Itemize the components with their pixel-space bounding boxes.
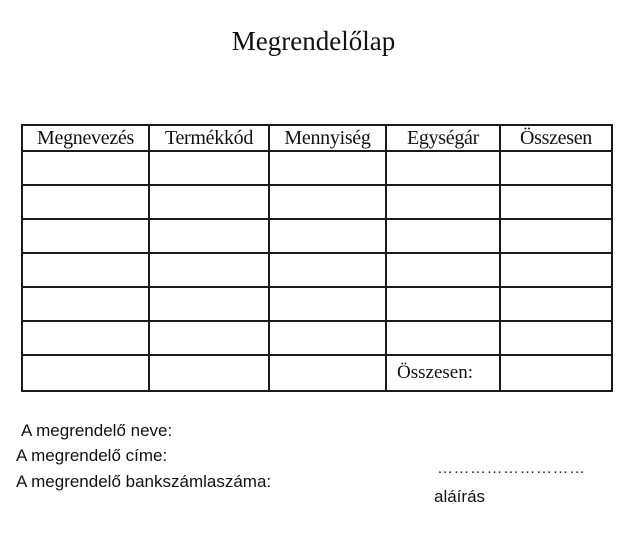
total-row (22, 355, 612, 391)
form-title: Megrendelőlap (231, 26, 396, 56)
table-row (22, 253, 612, 287)
table-cell[interactable] (500, 287, 612, 321)
table-cell[interactable] (149, 287, 269, 321)
table-cell[interactable] (269, 321, 386, 355)
table-row (22, 321, 612, 355)
table-cell[interactable] (149, 185, 269, 219)
table-cell[interactable] (22, 185, 149, 219)
customer-bank-account-label: A megrendelő bankszámlaszáma: (16, 472, 272, 491)
table-cell[interactable] (386, 321, 500, 355)
customer-address-label: A megrendelő címe: (16, 446, 168, 465)
table-row (22, 219, 612, 253)
table-cell[interactable] (149, 253, 269, 287)
column-header-total: Összesen (500, 125, 612, 151)
table-cell[interactable] (149, 355, 269, 391)
table-cell[interactable] (386, 185, 500, 219)
table-cell[interactable] (386, 219, 500, 253)
signature-line: ……………………… (437, 460, 586, 477)
table-cell[interactable] (269, 253, 386, 287)
table-cell[interactable] (386, 287, 500, 321)
table-cell[interactable] (149, 219, 269, 253)
column-header-quantity: Mennyiség (269, 125, 386, 151)
table-cell[interactable] (269, 151, 386, 185)
table-cell[interactable] (22, 219, 149, 253)
table-cell[interactable] (269, 355, 386, 391)
table-cell[interactable] (500, 321, 612, 355)
table-cell[interactable] (22, 287, 149, 321)
table-cell[interactable] (269, 287, 386, 321)
table-row (22, 287, 612, 321)
table-cell[interactable] (22, 355, 149, 391)
table-cell[interactable] (22, 253, 149, 287)
table-cell[interactable] (269, 185, 386, 219)
column-header-unit-price: Egységár (386, 125, 500, 151)
table-cell[interactable] (500, 219, 612, 253)
column-header-name: Megnevezés (22, 125, 149, 151)
table-cell[interactable] (500, 253, 612, 287)
table-cell[interactable] (149, 321, 269, 355)
table-cell[interactable] (22, 321, 149, 355)
table-cell[interactable] (269, 219, 386, 253)
column-header-product-code: Termékkód (149, 125, 269, 151)
table-cell[interactable] (500, 151, 612, 185)
total-value-cell[interactable] (500, 355, 612, 391)
table-cell[interactable] (386, 151, 500, 185)
customer-name-label: A megrendelő neve: (21, 421, 173, 440)
table-row (22, 185, 612, 219)
signature-label: aláírás (434, 487, 486, 506)
order-table (21, 124, 613, 392)
table-cell[interactable] (149, 151, 269, 185)
table-cell[interactable] (386, 253, 500, 287)
header-row (22, 125, 612, 151)
table-cell[interactable] (22, 151, 149, 185)
table-cell[interactable] (500, 185, 612, 219)
table-row (22, 151, 612, 185)
total-label: Összesen: (386, 355, 500, 391)
